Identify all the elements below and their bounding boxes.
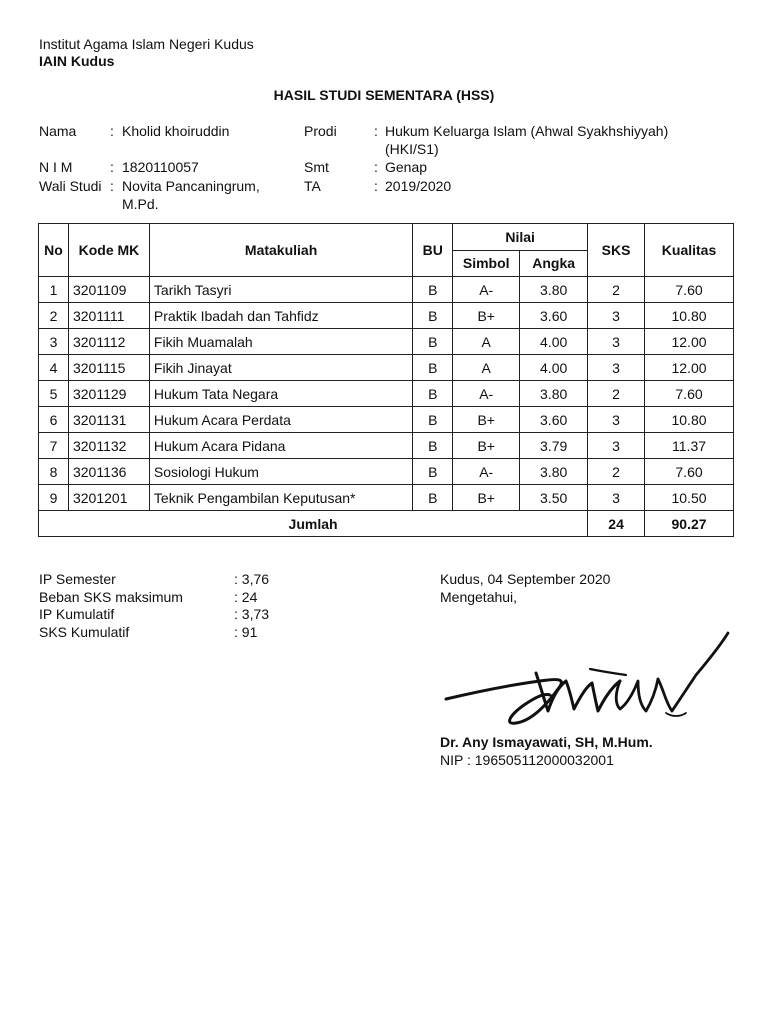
cell-angka: 4.00 bbox=[520, 355, 588, 381]
value-smt: Genap bbox=[385, 159, 428, 175]
cell-kode: 3201131 bbox=[68, 407, 149, 433]
header-bu: BU bbox=[413, 224, 453, 277]
signer-nip: NIP : 196505112000032001 bbox=[440, 751, 614, 768]
cell-angka: 3.60 bbox=[520, 407, 588, 433]
value-wali-studi-line2: M.Pd. bbox=[122, 196, 159, 212]
cell-bu: B bbox=[413, 329, 453, 355]
cell-no: 8 bbox=[39, 459, 69, 485]
label-prodi: Prodi bbox=[304, 123, 337, 139]
cell-matakuliah: Hukum Tata Negara bbox=[149, 381, 412, 407]
cell-matakuliah: Fikih Muamalah bbox=[149, 329, 412, 355]
cell-kode: 3201115 bbox=[68, 355, 149, 381]
cell-kualitas: 7.60 bbox=[645, 277, 734, 303]
cell-angka: 3.79 bbox=[520, 433, 588, 459]
cell-bu: B bbox=[413, 485, 453, 511]
value-prodi-line2: (HKI/S1) bbox=[385, 141, 439, 157]
cell-angka: 3.80 bbox=[520, 381, 588, 407]
cell-no: 1 bbox=[39, 277, 69, 303]
document-title: HASIL STUDI SEMENTARA (HSS) bbox=[273, 87, 495, 103]
signer-block bbox=[440, 734, 653, 769]
label-ta: TA bbox=[304, 178, 321, 194]
cell-no: 2 bbox=[39, 303, 69, 329]
cell-bu: B bbox=[413, 433, 453, 459]
header-kode-mk: Kode MK bbox=[68, 224, 149, 277]
cell-kode: 3201109 bbox=[68, 277, 149, 303]
cell-no: 6 bbox=[39, 407, 69, 433]
total-label: Jumlah bbox=[39, 511, 588, 537]
summary-label: IP Kumulatif bbox=[39, 606, 115, 622]
table-row bbox=[39, 433, 734, 459]
cell-kode: 3201111 bbox=[68, 303, 149, 329]
summary-value: : 91 bbox=[234, 623, 258, 640]
colon: : bbox=[374, 123, 378, 139]
cell-matakuliah: Hukum Acara Pidana bbox=[149, 433, 412, 459]
label-wali-studi: Wali Studi bbox=[39, 178, 102, 194]
cell-no: 4 bbox=[39, 355, 69, 381]
header-simbol: Simbol bbox=[453, 250, 520, 277]
cell-simbol: B+ bbox=[453, 407, 520, 433]
total-sks: 24 bbox=[588, 511, 645, 537]
cell-no: 5 bbox=[39, 381, 69, 407]
academic-summary bbox=[39, 571, 269, 641]
cell-simbol: A bbox=[453, 355, 520, 381]
cell-no: 7 bbox=[39, 433, 69, 459]
cell-angka: 3.80 bbox=[520, 459, 588, 485]
label-nim: N I M bbox=[39, 159, 73, 175]
cell-simbol: B+ bbox=[453, 485, 520, 511]
cell-kualitas: 10.80 bbox=[645, 303, 734, 329]
cell-angka: 3.60 bbox=[520, 303, 588, 329]
cell-sks: 3 bbox=[588, 407, 645, 433]
header-nilai: Nilai bbox=[453, 224, 588, 251]
cell-simbol: A- bbox=[453, 381, 520, 407]
cell-bu: B bbox=[413, 459, 453, 485]
cell-no: 9 bbox=[39, 485, 69, 511]
handwritten-signature bbox=[440, 625, 740, 733]
institution-name: Institut Agama Islam Negeri Kudus bbox=[39, 36, 254, 52]
total-row bbox=[39, 511, 734, 537]
colon: : bbox=[374, 159, 378, 175]
colon: : bbox=[110, 178, 114, 194]
cell-simbol: A- bbox=[453, 459, 520, 485]
colon: : bbox=[110, 123, 114, 139]
cell-bu: B bbox=[413, 407, 453, 433]
cell-bu: B bbox=[413, 355, 453, 381]
table-row bbox=[39, 277, 734, 303]
institution-header bbox=[39, 36, 254, 70]
colon: : bbox=[374, 178, 378, 194]
cell-kualitas: 12.00 bbox=[645, 355, 734, 381]
signer-name: Dr. Any Ismayawati, SH, M.Hum. bbox=[440, 734, 653, 750]
value-prodi-line1: Hukum Keluarga Islam (Ahwal Syakhshiyyah) bbox=[385, 123, 669, 139]
cell-kode: 3201132 bbox=[68, 433, 149, 459]
summary-value: : 3,73 bbox=[234, 606, 270, 622]
cell-matakuliah: Praktik Ibadah dan Tahfidz bbox=[149, 303, 412, 329]
cell-matakuliah: Hukum Acara Perdata bbox=[149, 407, 412, 433]
cell-kualitas: 7.60 bbox=[645, 459, 734, 485]
cell-kode: 3201112 bbox=[68, 329, 149, 355]
cell-kode: 3201136 bbox=[68, 459, 149, 485]
cell-angka: 4.00 bbox=[520, 329, 588, 355]
cell-kualitas: 10.80 bbox=[645, 407, 734, 433]
summary-value: : 24 bbox=[234, 588, 258, 605]
cell-kualitas: 11.37 bbox=[645, 433, 734, 459]
cell-matakuliah: Sosiologi Hukum bbox=[149, 459, 412, 485]
cell-simbol: B+ bbox=[453, 303, 520, 329]
institution-short-name: IAIN Kudus bbox=[39, 53, 115, 69]
summary-row bbox=[39, 606, 269, 624]
cell-simbol: A- bbox=[453, 277, 520, 303]
value-ta: 2019/2020 bbox=[385, 178, 452, 194]
cell-sks: 2 bbox=[588, 277, 645, 303]
cell-matakuliah: Tarikh Tasyri bbox=[149, 277, 412, 303]
summary-row bbox=[39, 624, 269, 642]
header-kualitas: Kualitas bbox=[645, 224, 734, 277]
cell-kualitas: 12.00 bbox=[645, 329, 734, 355]
summary-row bbox=[39, 589, 269, 607]
value-wali-studi-line1: Novita Pancaningrum, bbox=[122, 178, 260, 194]
value-nim: 1820110057 bbox=[122, 159, 199, 175]
summary-label: SKS Kumulatif bbox=[39, 623, 130, 640]
cell-angka: 3.50 bbox=[520, 485, 588, 511]
cell-sks: 3 bbox=[588, 355, 645, 381]
colon: : bbox=[110, 159, 114, 175]
grades-table bbox=[38, 223, 734, 537]
cell-simbol: B+ bbox=[453, 433, 520, 459]
label-smt: Smt bbox=[304, 159, 329, 175]
cell-matakuliah: Fikih Jinayat bbox=[149, 355, 412, 381]
cell-simbol: A bbox=[453, 329, 520, 355]
label-nama: Nama bbox=[39, 123, 77, 139]
summary-row bbox=[39, 571, 269, 589]
table-row bbox=[39, 381, 734, 407]
cell-matakuliah: Teknik Pengambilan Keputusan* bbox=[149, 485, 412, 511]
cell-sks: 3 bbox=[588, 303, 645, 329]
cell-kualitas: 7.60 bbox=[645, 381, 734, 407]
cell-bu: B bbox=[413, 381, 453, 407]
cell-kode: 3201201 bbox=[68, 485, 149, 511]
cell-sks: 2 bbox=[588, 459, 645, 485]
cell-sks: 3 bbox=[588, 329, 645, 355]
value-nama: Kholid khoiruddin bbox=[122, 123, 230, 139]
signature-block bbox=[440, 571, 610, 606]
table-row bbox=[39, 303, 734, 329]
cell-bu: B bbox=[413, 303, 453, 329]
summary-value: : 3,76 bbox=[234, 571, 270, 587]
summary-label: Beban SKS maksimum bbox=[39, 588, 183, 605]
header-no: No bbox=[39, 224, 69, 277]
table-row bbox=[39, 355, 734, 381]
header-sks: SKS bbox=[588, 224, 645, 277]
total-kualitas: 90.27 bbox=[645, 511, 734, 537]
cell-angka: 3.80 bbox=[520, 277, 588, 303]
acknowledged-label: Mengetahui, bbox=[440, 588, 518, 605]
cell-sks: 2 bbox=[588, 381, 645, 407]
header-matakuliah: Matakuliah bbox=[149, 224, 412, 277]
table-row bbox=[39, 485, 734, 511]
cell-bu: B bbox=[413, 277, 453, 303]
cell-no: 3 bbox=[39, 329, 69, 355]
table-row bbox=[39, 407, 734, 433]
cell-kualitas: 10.50 bbox=[645, 485, 734, 511]
place-date: Kudus, 04 September 2020 bbox=[440, 571, 611, 587]
cell-sks: 3 bbox=[588, 485, 645, 511]
cell-kode: 3201129 bbox=[68, 381, 149, 407]
table-row bbox=[39, 329, 734, 355]
header-angka: Angka bbox=[520, 250, 588, 277]
table-row bbox=[39, 459, 734, 485]
summary-label: IP Semester bbox=[39, 571, 116, 587]
cell-sks: 3 bbox=[588, 433, 645, 459]
